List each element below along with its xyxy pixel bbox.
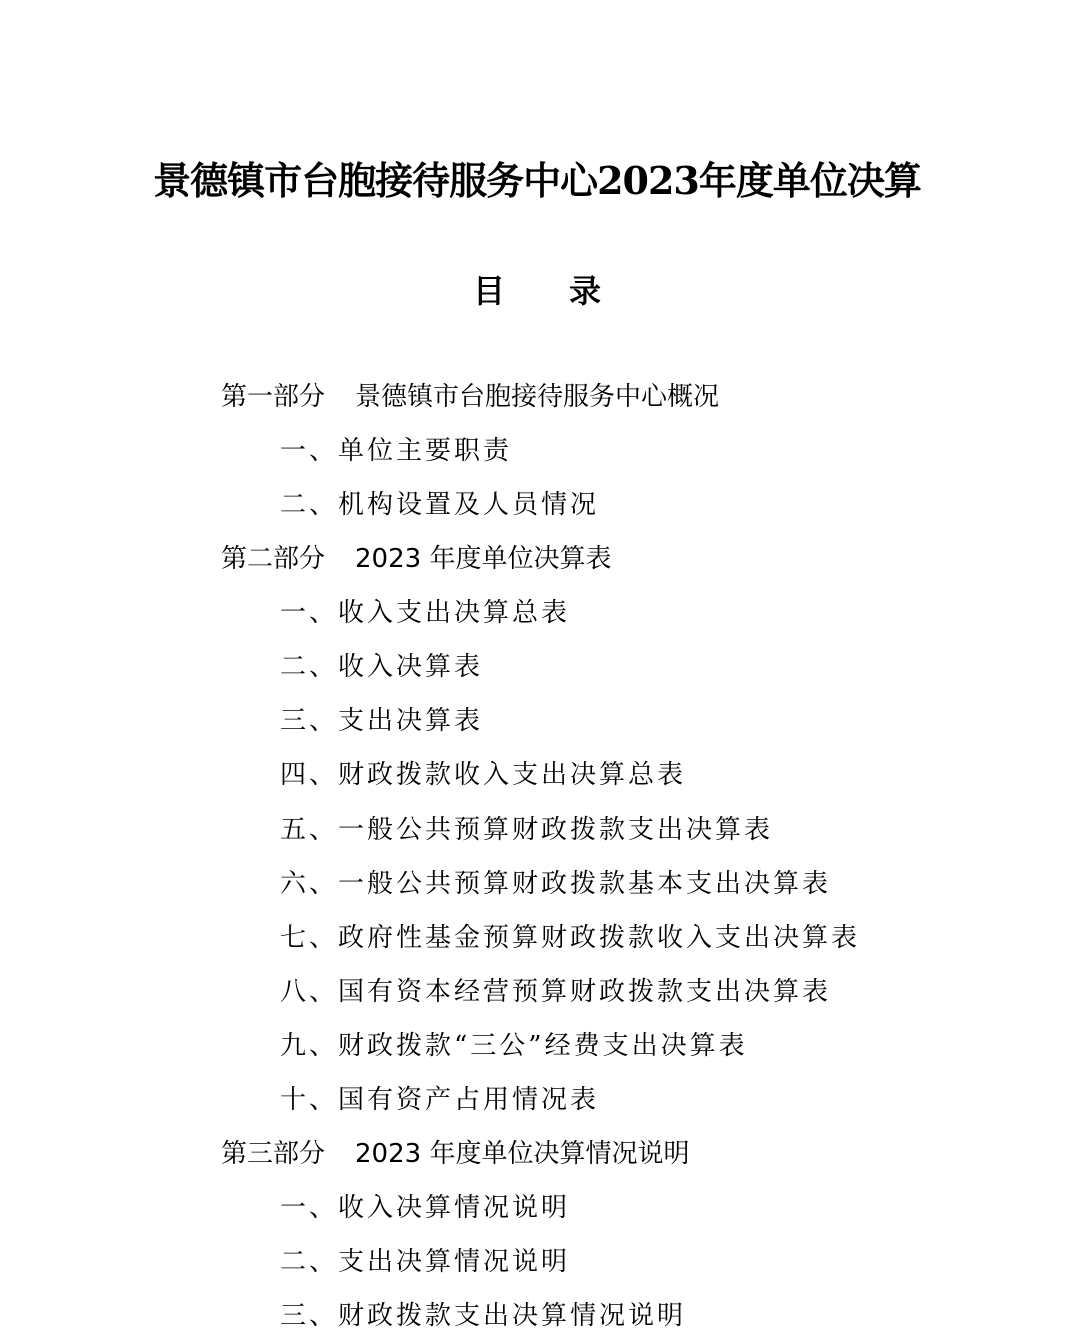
toc-item: 四、财政拨款收入支出决算总表 xyxy=(280,760,687,790)
toc-item: 二、支出决算情况说明 xyxy=(280,1247,571,1277)
toc-part-label: 第三部分 xyxy=(221,1139,326,1169)
toc-part-1 xyxy=(221,380,719,414)
toc-heading-char-2: 录 xyxy=(569,272,602,310)
toc-part-label: 第一部分 xyxy=(221,382,326,412)
toc-item: 一、收入支出决算总表 xyxy=(280,598,571,628)
toc-item: 二、收入决算表 xyxy=(280,652,484,682)
toc-item: 五、一般公共预算财政拨款支出决算表 xyxy=(280,815,774,845)
toc-heading-char-1: 目 xyxy=(472,272,505,310)
toc-item: 一、单位主要职责 xyxy=(280,436,513,466)
toc-item: 十、国有资产占用情况表 xyxy=(280,1085,600,1115)
toc-part-label: 第二部分 xyxy=(221,544,326,574)
toc-part-title: 2023 年度单位决算情况说明 xyxy=(355,1139,690,1169)
toc-part-3 xyxy=(221,1137,689,1171)
toc-part-2 xyxy=(221,542,611,576)
document-title: 景德镇市台胞接待服务中心2023年度单位决算 xyxy=(153,158,921,203)
toc-item: 六、一般公共预算财政拨款基本支出决算表 xyxy=(280,869,832,899)
toc-item: 二、机构设置及人员情况 xyxy=(280,490,600,520)
toc-item: 三、财政拨款支出决算情况说明 xyxy=(280,1301,687,1331)
toc-part-title: 景德镇市台胞接待服务中心概况 xyxy=(355,382,720,412)
toc-item: 九、财政拨款“三公”经费支出决算表 xyxy=(280,1031,748,1061)
toc-item: 八、国有资本经营预算财政拨款支出决算表 xyxy=(280,977,832,1007)
toc-part-title: 2023 年度单位决算表 xyxy=(355,544,612,574)
toc-heading xyxy=(0,266,1074,312)
toc-item: 一、收入决算情况说明 xyxy=(280,1193,571,1223)
toc-item: 七、政府性基金预算财政拨款收入支出决算表 xyxy=(280,923,861,953)
toc-item: 三、支出决算表 xyxy=(280,706,484,736)
